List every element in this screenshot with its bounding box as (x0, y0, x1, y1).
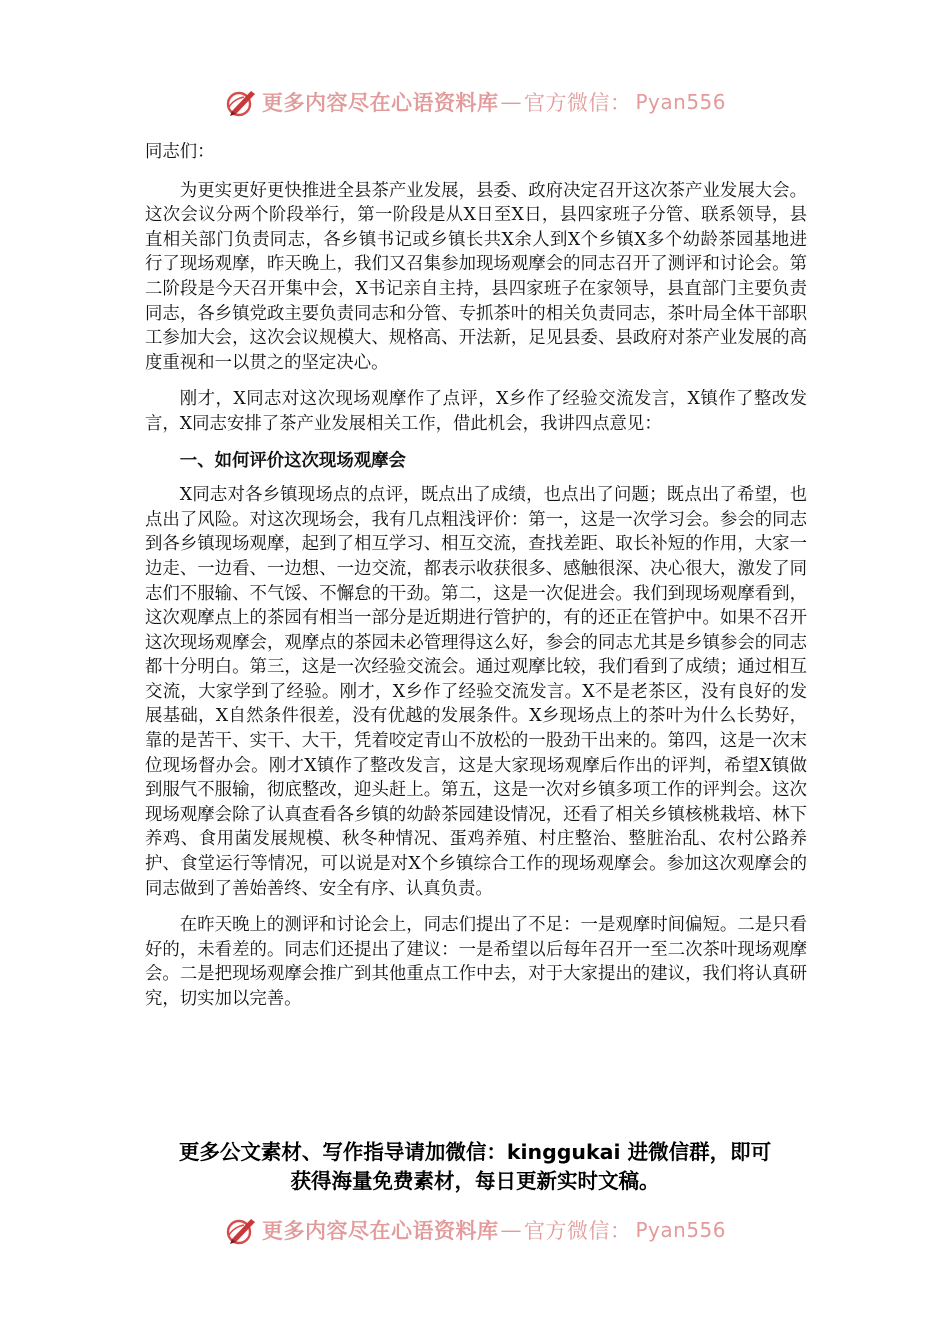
pen-logo-icon (224, 1213, 258, 1247)
watermark-wechat-label: 官方微信： (523, 1219, 632, 1243)
promo-line-2: 获得海量免费素材，每日更新实时文稿。 (290, 1169, 660, 1193)
watermark-text: 更多内容尽在心语资料库 (261, 90, 499, 115)
intro-paragraph-1: 为更实更好更快推进全县茶产业发展，县委、政府决定召开这次茶产业发展大会。这次会议分两个阶段举行，第一阶段是从X日至X日，县四家班子分管、联系领导，县直相关部门负责同志，各乡镇书记或乡镇长共X余人到X个乡镇X多个幼龄茶园基地进行了现场观摩，昨天晚上，我们又召集参加现场观摩会的同志召开了测评和讨论会。第二阶段是今天召开集中会，X书记亲自主持，县四家班子在家领导，县直部门主要负责同志，各乡镇党政主要负责同志和分管、专抓茶叶的相关负责同志，茶叶局全体干部职工参加大会，这次会议规模大、规格高、开法新，足见县委、县政府对茶产业发展的高度重视和一以贯之的坚定决心。 (145, 180, 807, 373)
footer-watermark (0, 1210, 950, 1250)
document-body (145, 140, 807, 1024)
section-heading: 一、如何评价这次现场观摩会 (179, 450, 406, 471)
watermark-wechat-label: 官方微信： (523, 91, 632, 115)
section-paragraph-1: X同志对各乡镇现场点的点评，既点出了成绩，也点出了问题；既点出了希望，也点出了风险。对这次现场会，我有几点粗浅评价：第一，这是一次学习会。参会的同志到各乡镇现场观摩，起到了相互学习、相互交流，查找差距、取长补短的作用，大家一边走、一边看、一边想、一边交流，都表示收获很多、感触很深、决心很大，激发了同志们不服输、不气馁、不懈怠的干劲。第二，这是一次促进会。我们到现场观摩看到，这次观摩点上的茶园有相当一部分是近期进行管护的，有的还正在管护中。如果不召开这次现场观摩会，观摩点的茶园未必管理得这么好，参会的同志尤其是乡镇参会的同志都十分明白。第三，这是一次经验交流会。通过观摩比较，我们看到了成绩；通过相互交流，大家学到了经验。刚才，X乡作了经验交流发言。X不是老茶区，没有良好的发展基础，X自然条件很差，没有优越的发展条件。X乡现场点上的茶叶为什么长势好，靠的是苦干、实干、大干，凭着咬定青山不放松的一股劲干出来的。第四，这是一次末位现场督办会。刚才X镇作了整改发言，这是大家现场观摩后作出的评判，希望X镇做到服气不服输，彻底整改，迎头赶上。第五，这是一次对乡镇多项工作的评判会。这次现场观摩会除了认真查看各乡镇的幼龄茶园建设情况，还看了相关乡镇核桃栽培、林下养鸡、食用菌发展规模、秋冬种情况、蛋鸡养殖、村庄整治、整脏治乱、农村公路养护、食堂运行等情况，可以说是对X个乡镇综合工作的现场观摩会。参加这次观摩会的同志做到了善始善终、安全有序、认真负责。 (145, 485, 807, 899)
intro-paragraph-2: 刚才，X同志对这次现场观摩作了点评，X乡作了经验交流发言，X镇作了整改发言，X同志安排了茶产业发展相关工作，借此机会，我讲四点意见： (145, 389, 807, 434)
watermark-separator: — (500, 1218, 522, 1242)
header-watermark (0, 82, 950, 122)
watermark-wechat-id: Pyan556 (635, 90, 726, 114)
salutation: 同志们： (145, 142, 215, 162)
watermark-separator: — (500, 90, 522, 114)
promo-line-1: 更多公文素材、写作指导请加微信：kinggukai 进微信群，即可 (178, 1140, 772, 1164)
watermark-wechat-id: Pyan556 (635, 1218, 726, 1242)
section-paragraph-2: 在昨天晚上的测评和讨论会上，同志们提出了不足：一是观摩时间偏短。二是只看好的，未看差的。同志们还提出了建议：一是希望以后每年召开一至二次茶叶现场观摩会。二是把现场观摩会推广到其他重点工作中去，对于大家提出的建议，我们将认真研究，切实加以完善。 (145, 915, 807, 1009)
pen-logo-icon (224, 85, 258, 119)
watermark-text: 更多内容尽在心语资料库 (261, 1218, 499, 1243)
promo-block (120, 1138, 830, 1196)
